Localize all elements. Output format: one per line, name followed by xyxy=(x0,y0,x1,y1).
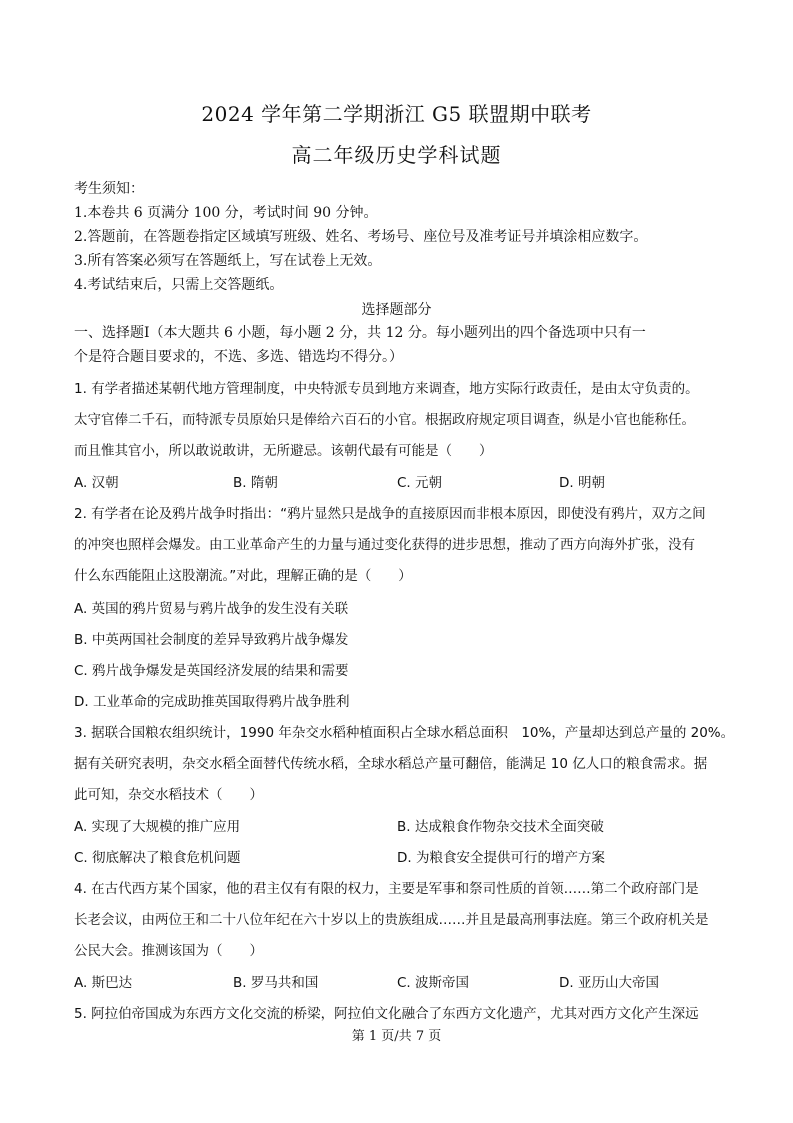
option-d: D. 为粮食安全提供可行的增产方案 xyxy=(397,850,605,866)
option-c: C. 鸦片战争爆发是英国经济发展的结果和需要 xyxy=(74,663,349,679)
question-text: 3. 据联合国粮农组织统计，1990 年杂交水稻种植面积占全球水稻总面积 10%，产量却达到总产量的 20%。 xyxy=(74,725,735,741)
option-c: C. 元朝 xyxy=(397,475,443,491)
option-b: B. 隋朝 xyxy=(233,475,278,491)
question-text: 此可知，杂交水稻技术（ ） xyxy=(74,787,263,803)
option-d: D. 工业革命的完成助推英国取得鸦片战争胜利 xyxy=(74,694,350,710)
option-a: A. 斯巴达 xyxy=(74,975,133,991)
notice-item: 1.本卷共 6 页满分 100 分，考试时间 90 分钟。 xyxy=(74,205,378,221)
exam-subtitle: 高二年级历史学科试题 xyxy=(291,143,502,167)
notice-heading: 考生须知： xyxy=(74,181,144,197)
option-b: B. 中英两国社会制度的差异导致鸦片战争爆发 xyxy=(74,632,349,648)
question-text: 1. 有学者描述某朝代地方管理制度，中央特派专员到地方来调查，地方实际行政责任，是由太守负责的。 xyxy=(74,381,699,397)
option-d: D. 亚历山大帝国 xyxy=(559,975,659,991)
notice-item: 4.考试结束后，只需上交答题纸。 xyxy=(74,277,284,293)
option-b: B. 罗马共和国 xyxy=(233,975,319,991)
section-heading: 选择题部分 xyxy=(361,302,432,318)
option-a: A. 汉朝 xyxy=(74,475,119,491)
notice-item: 2.答题前，在答题卷指定区域填写班级、姓名、考场号、座位号及准考证号并填涂相应数字。 xyxy=(74,229,648,245)
question-text: 长老会议，由两位王和二十八位年纪在六十岁以上的贵族组成……并且是最高刑事法庭。第三个政府机关是 xyxy=(74,912,709,928)
exam-title: 2024 学年第二学期浙江 G5 联盟期中联考 xyxy=(201,102,592,126)
section-instruction: 一、选择题Ⅰ（本大题共 6 小题，每小题 2 分，共 12 分。每小题列出的四个备选项中只有一 xyxy=(74,325,646,341)
question-text: 而且惟其官小，所以敢说敢讲，无所避忌。该朝代最有可能是（ ） xyxy=(74,443,493,459)
question-text: 4. 在古代西方某个国家，他的君主仅有有限的权力，主要是军事和祭司性质的首领……第二个政府部门是 xyxy=(74,881,699,897)
option-c: C. 波斯帝国 xyxy=(397,975,470,991)
option-a: A. 英国的鸦片贸易与鸦片战争的发生没有关联 xyxy=(74,601,349,617)
option-b: B. 达成粮食作物杂交技术全面突破 xyxy=(397,819,604,835)
question-text: 据有关研究表明，杂交水稻全面替代传统水稻，全球水稻总产量可翻倍，能满足 10 亿人口的粮食需求。据 xyxy=(74,756,708,772)
option-a: A. 实现了大规模的推广应用 xyxy=(74,819,241,835)
notice-item: 3.所有答案必须写在答题纸上，写在试卷上无效。 xyxy=(74,253,382,269)
question-text: 什么东西能阻止这股潮流。”对此，理解正确的是（ ） xyxy=(74,568,412,584)
question-text: 的冲突也照样会爆发。由工业革命产生的力量与通过变化获得的进步思想，推动了西方向海外扩张，没有 xyxy=(74,537,695,553)
option-c: C. 彻底解决了粮食危机问题 xyxy=(74,850,241,866)
option-d: D. 明朝 xyxy=(559,475,605,491)
question-text: 5. 阿拉伯帝国成为东西方文化交流的桥梁，阿拉伯文化融合了东西方文化遗产，尤其对西方文化产生深远 xyxy=(74,1006,699,1022)
page-number: 第 1 页/共 7 页 xyxy=(351,1029,442,1044)
question-text: 太守官俸二千石，而特派专员原始只是俸给六百石的小官。根据政府规定项目调查，纵是小官也能称任。 xyxy=(74,412,695,428)
section-instruction: 个是符合题目要求的，不选、多选、错选均不得分。） xyxy=(74,349,403,365)
question-text: 2. 有学者在论及鸦片战争时指出：“鸦片显然只是战争的直接原因而非根本原因，即使没有鸦片，双方之间 xyxy=(74,506,706,522)
question-text: 公民大会。推测该国为（ ） xyxy=(74,943,263,959)
